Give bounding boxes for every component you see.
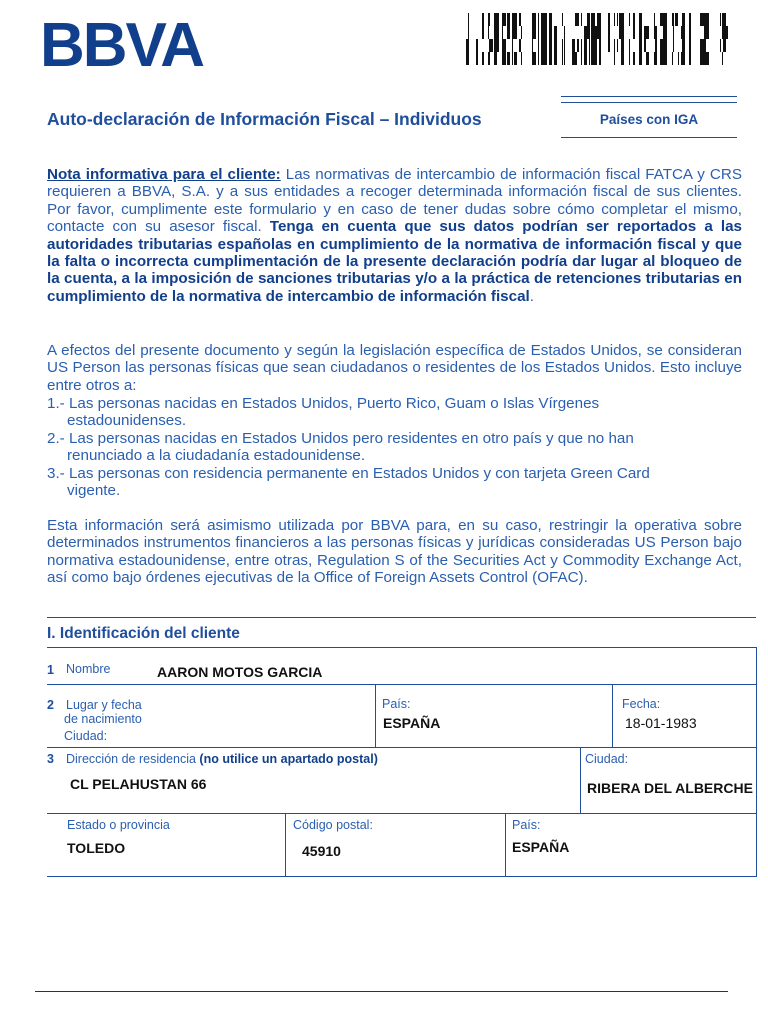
us-person-intro: A efectos del presente documento y según la legislación específica de Estados Unidos, se consideran US Person las personas físicas que sean ciudadanos o residentes de los Estados Unidos. Esto incluye entre otros a: bbox=[47, 342, 742, 394]
client-note-warning: Tenga en cuenta que sus datos podrían ser reportados a las autoridades tributarias españolas en cumplimiento de la normativa de información fiscal y que la falta o incorrecta cumplimentación de la presente declaración podría dar lugar al bloqueo de la cuenta, a la imposición de sanciones tributarias y/o a la práctica de retenciones tributarias en cumplimiento de la normativa de intercambio de información fiscal bbox=[47, 218, 742, 305]
section-title: I. Identificación del cliente bbox=[47, 625, 240, 642]
postal-code-label: Código postal: bbox=[293, 818, 373, 832]
state-field[interactable]: TOLEDO bbox=[67, 840, 126, 856]
list-item: 3.- Las personas con residencia permanente en Estados Unidos y con tarjeta Green Card bbox=[47, 465, 650, 482]
city-label: Ciudad: bbox=[585, 752, 629, 766]
list-item-continuation: renunciado a la ciudadanía estadounidense. bbox=[67, 447, 366, 464]
state-label: Estado o provincia bbox=[67, 818, 170, 832]
birth-city-label: Ciudad: bbox=[64, 729, 108, 743]
birth-date-field[interactable]: 18-01-1983 bbox=[625, 715, 697, 731]
list-item-continuation: estadounidenses. bbox=[67, 412, 187, 429]
name-label: Nombre bbox=[66, 662, 111, 676]
country-field[interactable]: ESPAÑA bbox=[512, 839, 570, 855]
list-item-continuation: vigente. bbox=[67, 482, 121, 499]
section-divider bbox=[47, 617, 756, 618]
row-number: 3 bbox=[47, 752, 54, 766]
footer-divider bbox=[35, 991, 728, 992]
name-field[interactable]: AARON MOTOS GARCIA bbox=[157, 664, 323, 680]
client-note bbox=[47, 166, 742, 305]
list-item: 2.- Las personas nacidas en Estados Unidos pero residentes en otro país y que no han bbox=[47, 430, 634, 447]
city-field[interactable]: RIBERA DEL ALBERCHE bbox=[587, 780, 753, 796]
client-note-text: Las normativas de intercambio de información fiscal FATCA y CRS requieren a BBVA, S.A. y a sus entidades a recoger determinada información fiscal de sus clientes. Por favor, cumplimente este formulario y en caso de tener dudas sobre cómo completar el mismo, contacte con su asesor fiscal. bbox=[47, 166, 742, 236]
iga-badge bbox=[561, 96, 737, 138]
row-number: 2 bbox=[47, 698, 54, 712]
country-label: País: bbox=[512, 818, 541, 832]
usage-paragraph: Esta información será asimismo utilizada por BBVA para, en su caso, restringir la operativa sobre determinados instrumentos financieros a las personas físicas y jurídicas consideradas US Person bajo normativa estadounidense, entre otras, Regulation S of the Securities Act y Commodity Exchange Act, así como bajo órdenes ejecutivas de la Office of Foreign Assets Control (OFAC). bbox=[47, 517, 742, 587]
form-title: Auto-declaración de Información Fiscal – Individuos bbox=[47, 109, 482, 129]
bbva-logo bbox=[40, 14, 220, 70]
birth-label: Lugar y fecha bbox=[66, 698, 142, 712]
barcode-image bbox=[466, 13, 728, 65]
iga-badge-label: Países con IGA bbox=[599, 112, 699, 127]
birth-country-label: País: bbox=[382, 697, 411, 711]
address-field[interactable]: CL PELAHUSTAN 66 bbox=[70, 776, 207, 792]
row-number: 1 bbox=[47, 663, 54, 677]
birth-date-label: Fecha: bbox=[622, 697, 661, 711]
address-label: Dirección de residencia (no utilice un apartado postal) bbox=[66, 752, 378, 766]
list-item: 1.- Las personas nacidas en Estados Unidos, Puerto Rico, Guam o Islas Vírgenes bbox=[47, 395, 600, 412]
client-note-label: Nota informativa para el cliente: bbox=[47, 166, 281, 183]
client-note-end: . bbox=[529, 287, 534, 305]
birth-label-line2: de nacimiento bbox=[64, 712, 142, 726]
postal-code-field[interactable]: 45910 bbox=[302, 843, 341, 859]
birth-country-field[interactable]: ESPAÑA bbox=[383, 715, 441, 731]
bbva-logo-text: BBVA bbox=[40, 14, 204, 70]
